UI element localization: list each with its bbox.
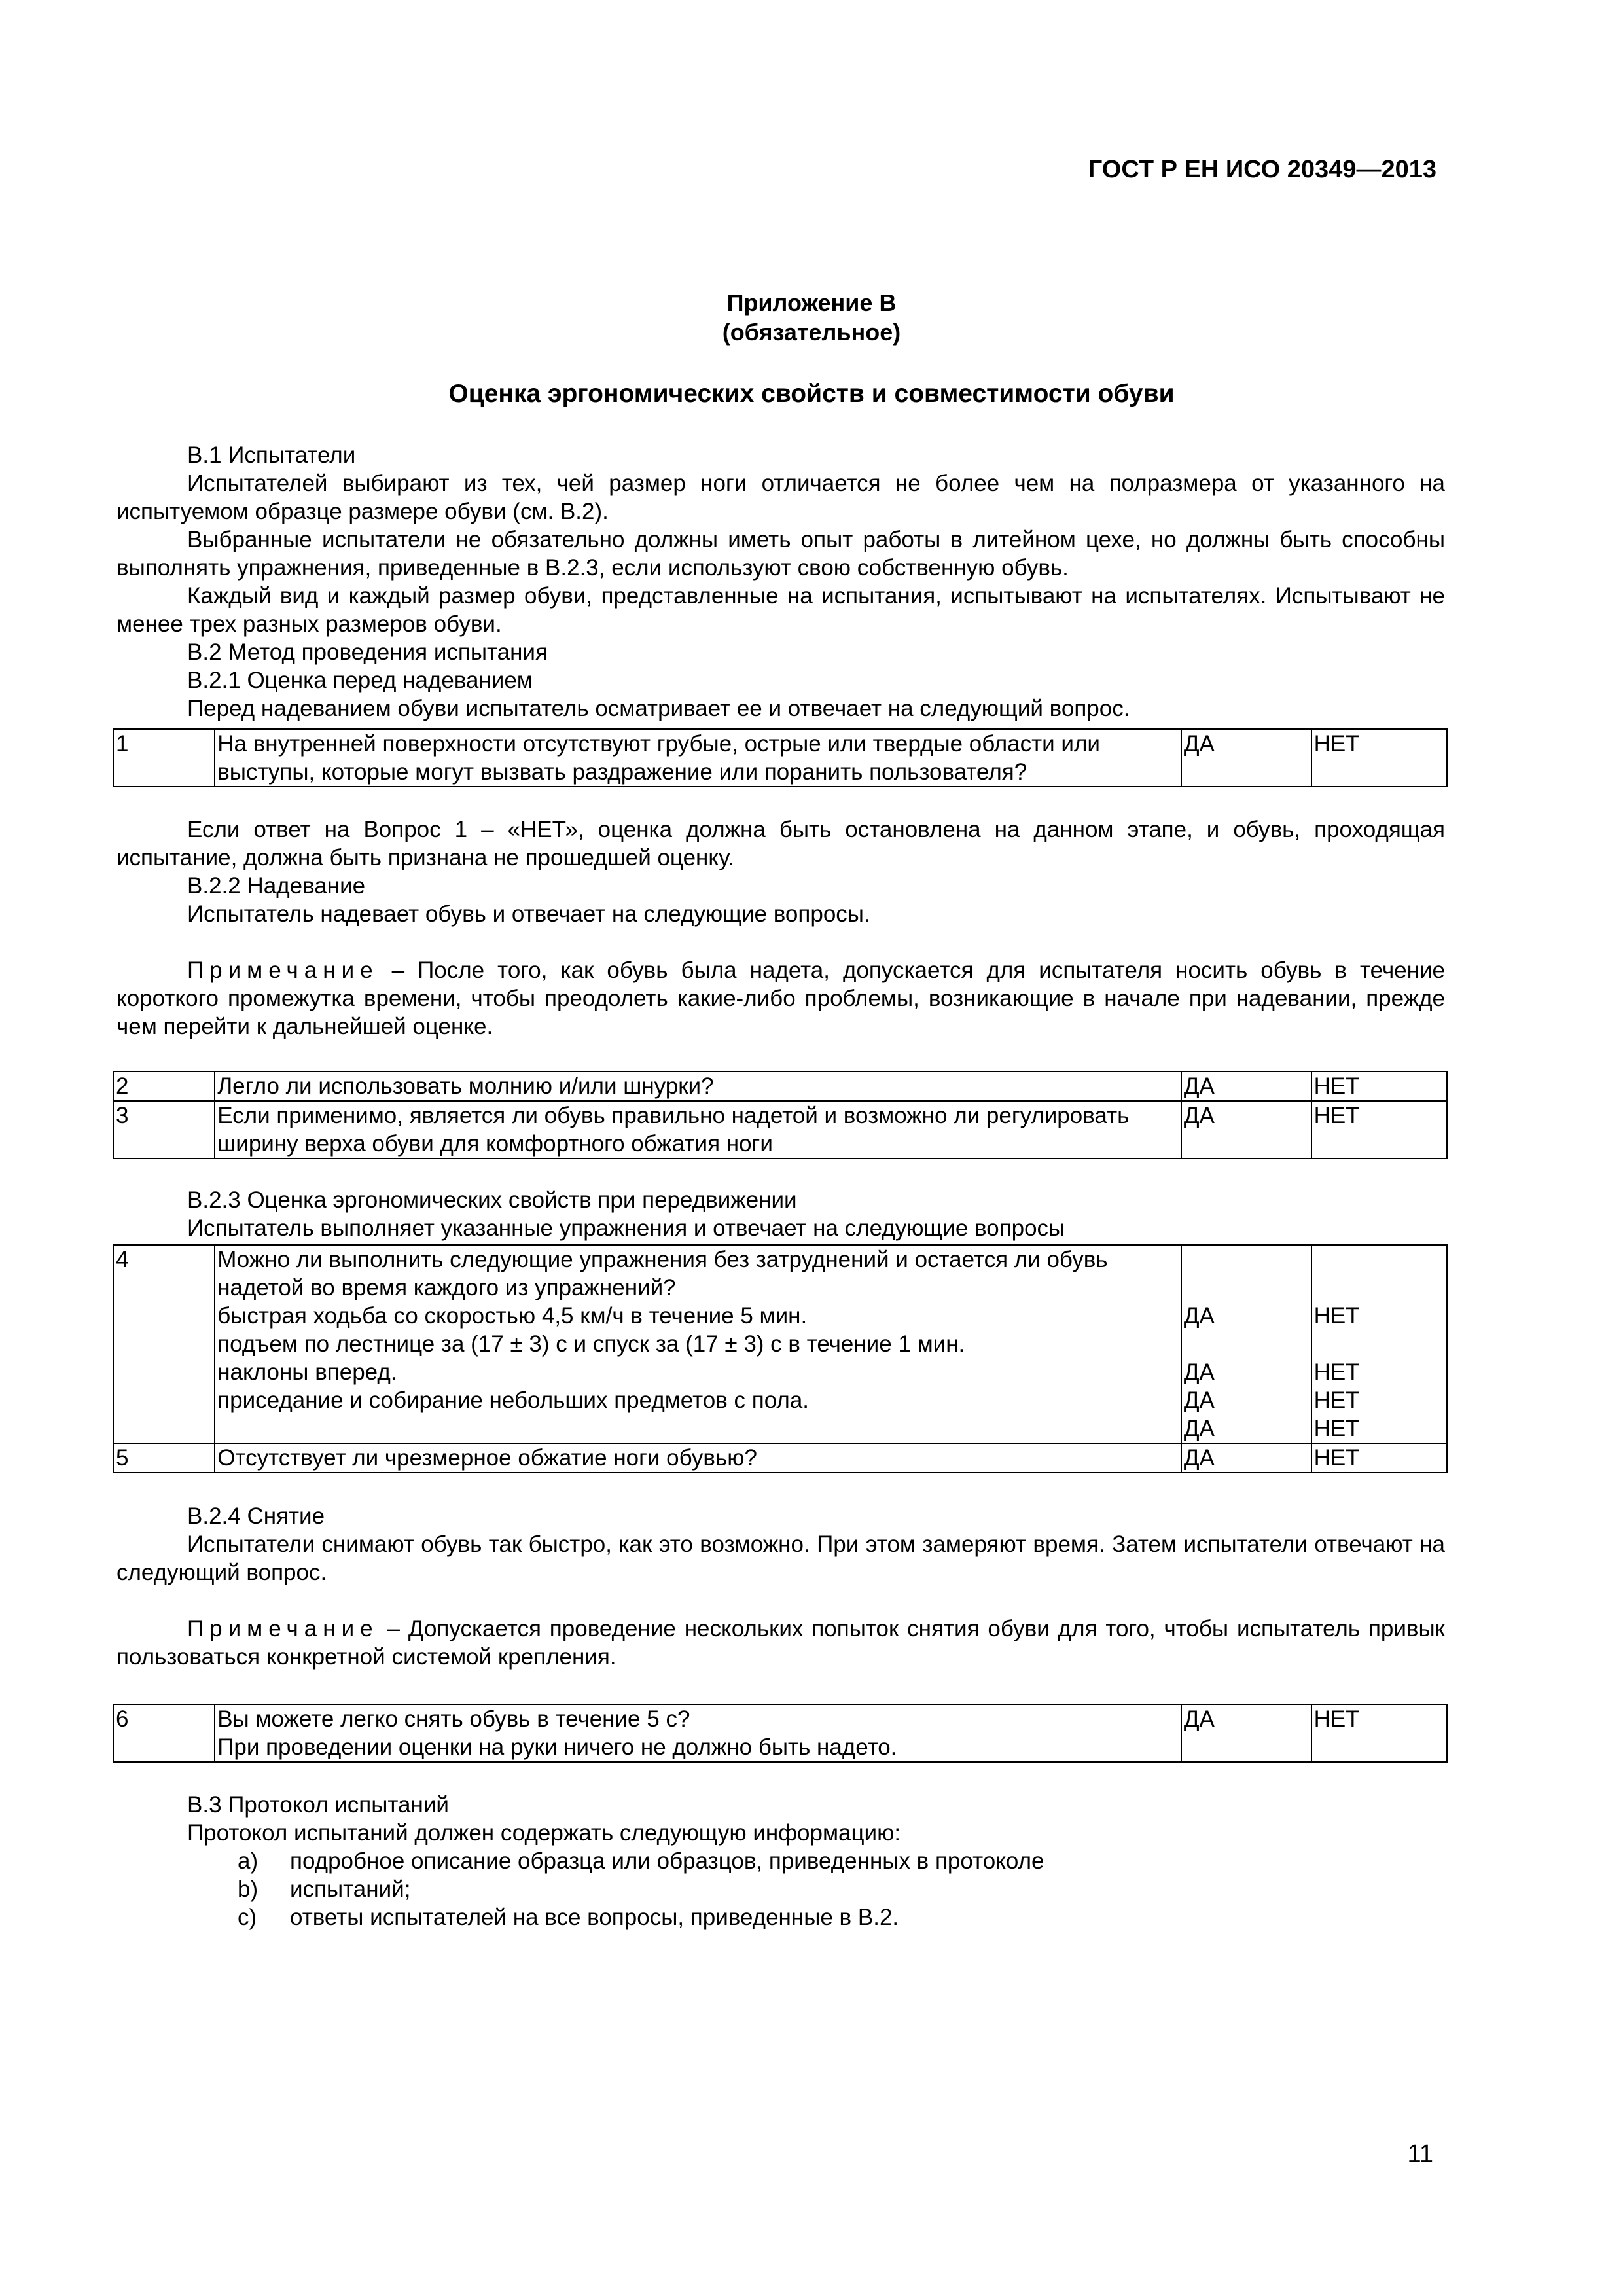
list-item	[116, 1903, 1445, 1931]
paragraph: Перед надеванием обуви испытатель осматривает ее и отвечает на следующий вопрос.	[187, 696, 1130, 721]
subsection-heading: В.2.2 Надевание	[187, 873, 366, 899]
exercise-item: наклоны вперед.	[217, 1359, 397, 1385]
appendix-status: (обязательное)	[722, 319, 901, 346]
table-row	[113, 729, 1447, 787]
list-text: ответы испытателей на все вопросы, приведенные в В.2.	[290, 1905, 899, 1930]
question-text: Легло ли использовать молнию и/или шнурки?	[215, 1071, 1181, 1101]
table-row	[113, 1071, 1447, 1101]
list-text: подробное описание образца или образцов, приведенных в протоколе	[290, 1848, 1044, 1874]
section-heading: В.3 Протокол испытаний	[187, 1792, 449, 1818]
list-marker: b)	[238, 1876, 259, 1902]
table-row	[113, 1101, 1447, 1158]
answer-yes-column	[1181, 1245, 1311, 1443]
question-text	[215, 1704, 1181, 1762]
question-number: 2	[113, 1071, 215, 1101]
question-text: Если применимо, является ли обувь правильно надетой и возможно ли регулировать ширину верха обуви для комфортного обжатия ноги	[215, 1101, 1181, 1158]
section-b1	[116, 441, 1445, 723]
section-b2-2	[116, 816, 1445, 1041]
answer-yes: ДА	[1181, 1704, 1311, 1762]
question-number: 4	[113, 1245, 215, 1443]
note-label: Примечание	[187, 1616, 379, 1641]
note	[116, 1615, 1445, 1671]
note-text: – Допускается проведение нескольких попыток снятия обуви для того, чтобы испытатель привык пользоваться конкретной системой крепления.	[116, 1616, 1445, 1670]
question-table-4	[113, 1704, 1448, 1763]
answer-no: НЕТ	[1311, 729, 1447, 787]
list-item	[116, 1847, 1445, 1875]
question-note: При проведении оценки на руки ничего не должно быть надето.	[217, 1734, 897, 1760]
answer-yes: ДА	[1181, 1101, 1311, 1158]
note	[116, 956, 1445, 1041]
paragraph: Каждый вид и каждый размер обуви, представленные на испытания, испытывают на испытателях. Испытывают не менее трех разных размеров обуви.	[116, 583, 1445, 637]
answer-yes: ДА	[1181, 1071, 1311, 1101]
exercise-item: приседание и собирание небольших предметов с пола.	[217, 1388, 810, 1413]
paragraph: Испытатель надевает обувь и отвечает на следующие вопросы.	[187, 901, 870, 927]
table-row	[113, 1245, 1447, 1443]
section-b3	[116, 1791, 1445, 1931]
question-text: На внутренней поверхности отсутствуют грубые, острые или твердые области или выступы, которые могут вызвать раздражение или поранить пользователя?	[215, 729, 1181, 787]
answer-yes: ДА	[1181, 729, 1311, 787]
note-text: – После того, как обувь была надета, допускается для испытателя носить обувь в течение короткого промежутка времени, чтобы преодолеть какие-либо проблемы, возникающие в начале при надевании, прежде чем перейти к дальнейшей оценке.	[116, 958, 1445, 1039]
answer-no: НЕТ	[1311, 1443, 1447, 1473]
subsection-heading: В.2.4 Снятие	[187, 1503, 325, 1529]
paragraph: Испытатели снимают обувь так быстро, как это возможно. При этом замеряют время. Затем испытатели отвечают на следующий вопрос.	[116, 1532, 1445, 1585]
answer-no: НЕТ	[1311, 1071, 1447, 1101]
question-table-1	[113, 728, 1448, 787]
question-number: 6	[113, 1704, 215, 1762]
paragraph: Выбранные испытатели не обязательно должны иметь опыт работы в литейном цехе, но должны быть способны выполнять упражнения, приведенные в В.2.3, если используют свою собственную обувь.	[116, 527, 1445, 581]
answer-yes: ДА	[1181, 1443, 1311, 1473]
page-number: 11	[1407, 2140, 1433, 2168]
question-number: 3	[113, 1101, 215, 1158]
section-b2-4	[116, 1502, 1445, 1671]
question-main: Вы можете легко снять обувь в течение 5 с?	[217, 1706, 690, 1732]
table-row	[113, 1443, 1447, 1473]
question-table-2	[113, 1071, 1448, 1159]
answer-no: НЕТ	[1313, 1416, 1360, 1441]
paragraph: Испытатель выполняет указанные упражнения и отвечает на следующие вопросы	[187, 1215, 1065, 1241]
question-text	[215, 1245, 1181, 1443]
answer-no: НЕТ	[1311, 1101, 1447, 1158]
answer-yes: ДА	[1183, 1303, 1215, 1329]
list-item	[116, 1875, 1445, 1903]
exercise-item: быстрая ходьба со скоростью 4,5 км/ч в течение 5 мин.	[217, 1303, 808, 1329]
list-text: испытаний;	[290, 1876, 411, 1902]
section-b2-3	[116, 1186, 1445, 1242]
answer-no: НЕТ	[1311, 1704, 1447, 1762]
answer-yes: ДА	[1183, 1416, 1215, 1441]
appendix-heading	[0, 288, 1623, 347]
answer-no: НЕТ	[1313, 1303, 1360, 1329]
answer-no: НЕТ	[1313, 1388, 1360, 1413]
answer-yes: ДА	[1183, 1388, 1215, 1413]
paragraph: Протокол испытаний должен содержать следующую информацию:	[187, 1820, 901, 1846]
table-row	[113, 1704, 1447, 1762]
answer-no: НЕТ	[1313, 1359, 1360, 1385]
appendix-title: Приложение В	[726, 289, 897, 316]
question-number: 5	[113, 1443, 215, 1473]
question-main: Можно ли выполнить следующие упражнения без затруднений и остается ли обувь надетой во время каждого из упражнений?	[217, 1247, 1108, 1300]
main-title: Оценка эргономических свойств и совместимости обуви	[448, 380, 1175, 408]
note-label: Примечание	[187, 958, 379, 983]
paragraph: Испытателей выбирают из тех, чей размер ноги отличается не более чем на полразмера от указанного на испытуемом образце размере обуви (см. В.2).	[116, 471, 1445, 524]
question-number: 1	[113, 729, 215, 787]
section-heading: В.2 Метод проведения испытания	[187, 639, 548, 665]
list-marker: c)	[238, 1905, 257, 1930]
question-table-3	[113, 1244, 1448, 1473]
subsection-heading: В.2.3 Оценка эргономических свойств при передвижении	[187, 1187, 797, 1213]
subsection-heading: В.2.1 Оценка перед надеванием	[187, 668, 533, 693]
question-text: Отсутствует ли чрезмерное обжатие ноги обувью?	[215, 1443, 1181, 1473]
exercise-item: подъем по лестнице за (17 ± 3) с и спуск за (17 ± 3) с в течение 1 мин.	[217, 1331, 965, 1357]
section-heading: В.1 Испытатели	[187, 442, 356, 468]
answer-yes: ДА	[1183, 1359, 1215, 1385]
list-marker: a)	[238, 1848, 259, 1874]
answer-no-column	[1311, 1245, 1447, 1443]
paragraph: Если ответ на Вопрос 1 – «НЕТ», оценка должна быть остановлена на данном этапе, и обувь, проходящая испытание, должна быть признана не прошедшей оценку.	[116, 817, 1445, 870]
document-header: ГОСТ Р ЕН ИСО 20349—2013	[1088, 156, 1436, 183]
